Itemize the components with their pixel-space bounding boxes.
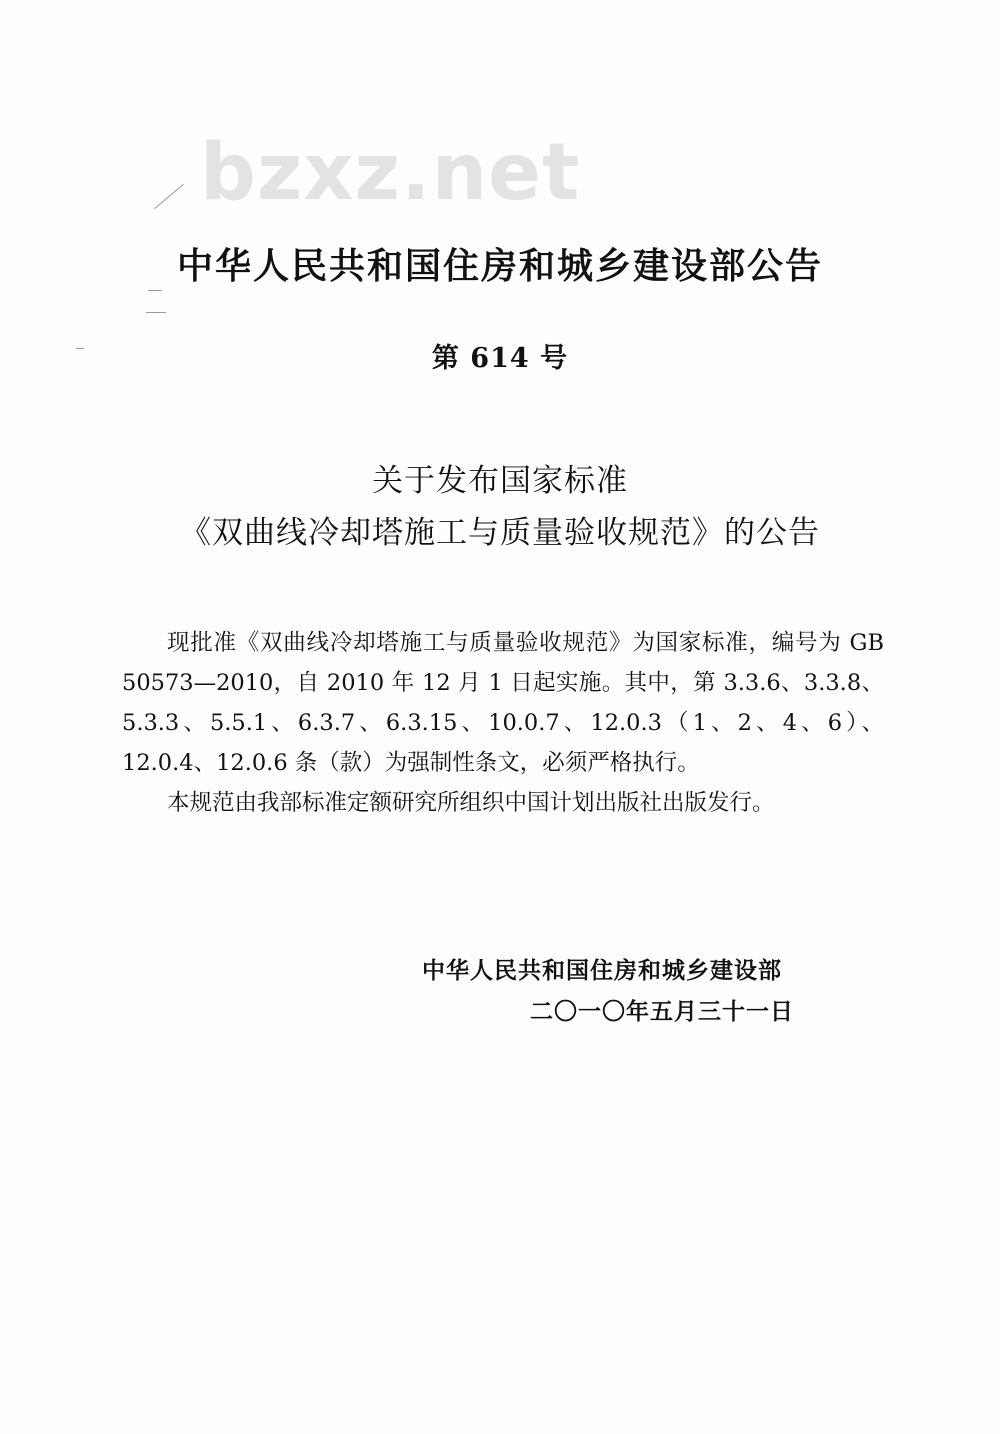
announcement-body	[122, 623, 884, 823]
scan-artifact	[154, 184, 184, 209]
subject-line-2: 《双曲线冷却塔施工与质量验收规范》的公告	[180, 515, 820, 551]
watermark-text: bzxz.net	[200, 128, 581, 218]
issue-date: 二〇一〇年五月三十一日	[530, 999, 794, 1025]
issuer-name: 中华人民共和国住房和城乡建设部	[422, 958, 782, 984]
body-paragraph-approval: 现批准《双曲线冷却塔施工与质量验收规范》为国家标准，编号为 GB 50573—2010，自 2010 年 12 月 1 日起实施。其中，第 3.3.6、3.3.8、5.3.3、5.5.1、6.3.7、6.3.15、10.0.7、12.0.3（1、2、4、6）、12.0.4、12.0.6 条（款）为强制性条文，必须严格执行。	[122, 630, 884, 776]
body-paragraph-publication: 本规范由我部标准定额研究所组织中国计划出版社出版发行。	[167, 790, 775, 816]
subject-line-1: 关于发布国家标准	[372, 463, 628, 499]
organization-title: 中华人民共和国住房和城乡建设部公告	[176, 246, 823, 287]
scan-artifact	[148, 290, 162, 291]
scan-artifact	[146, 312, 166, 313]
notice-number: 第 614 号	[431, 343, 569, 374]
